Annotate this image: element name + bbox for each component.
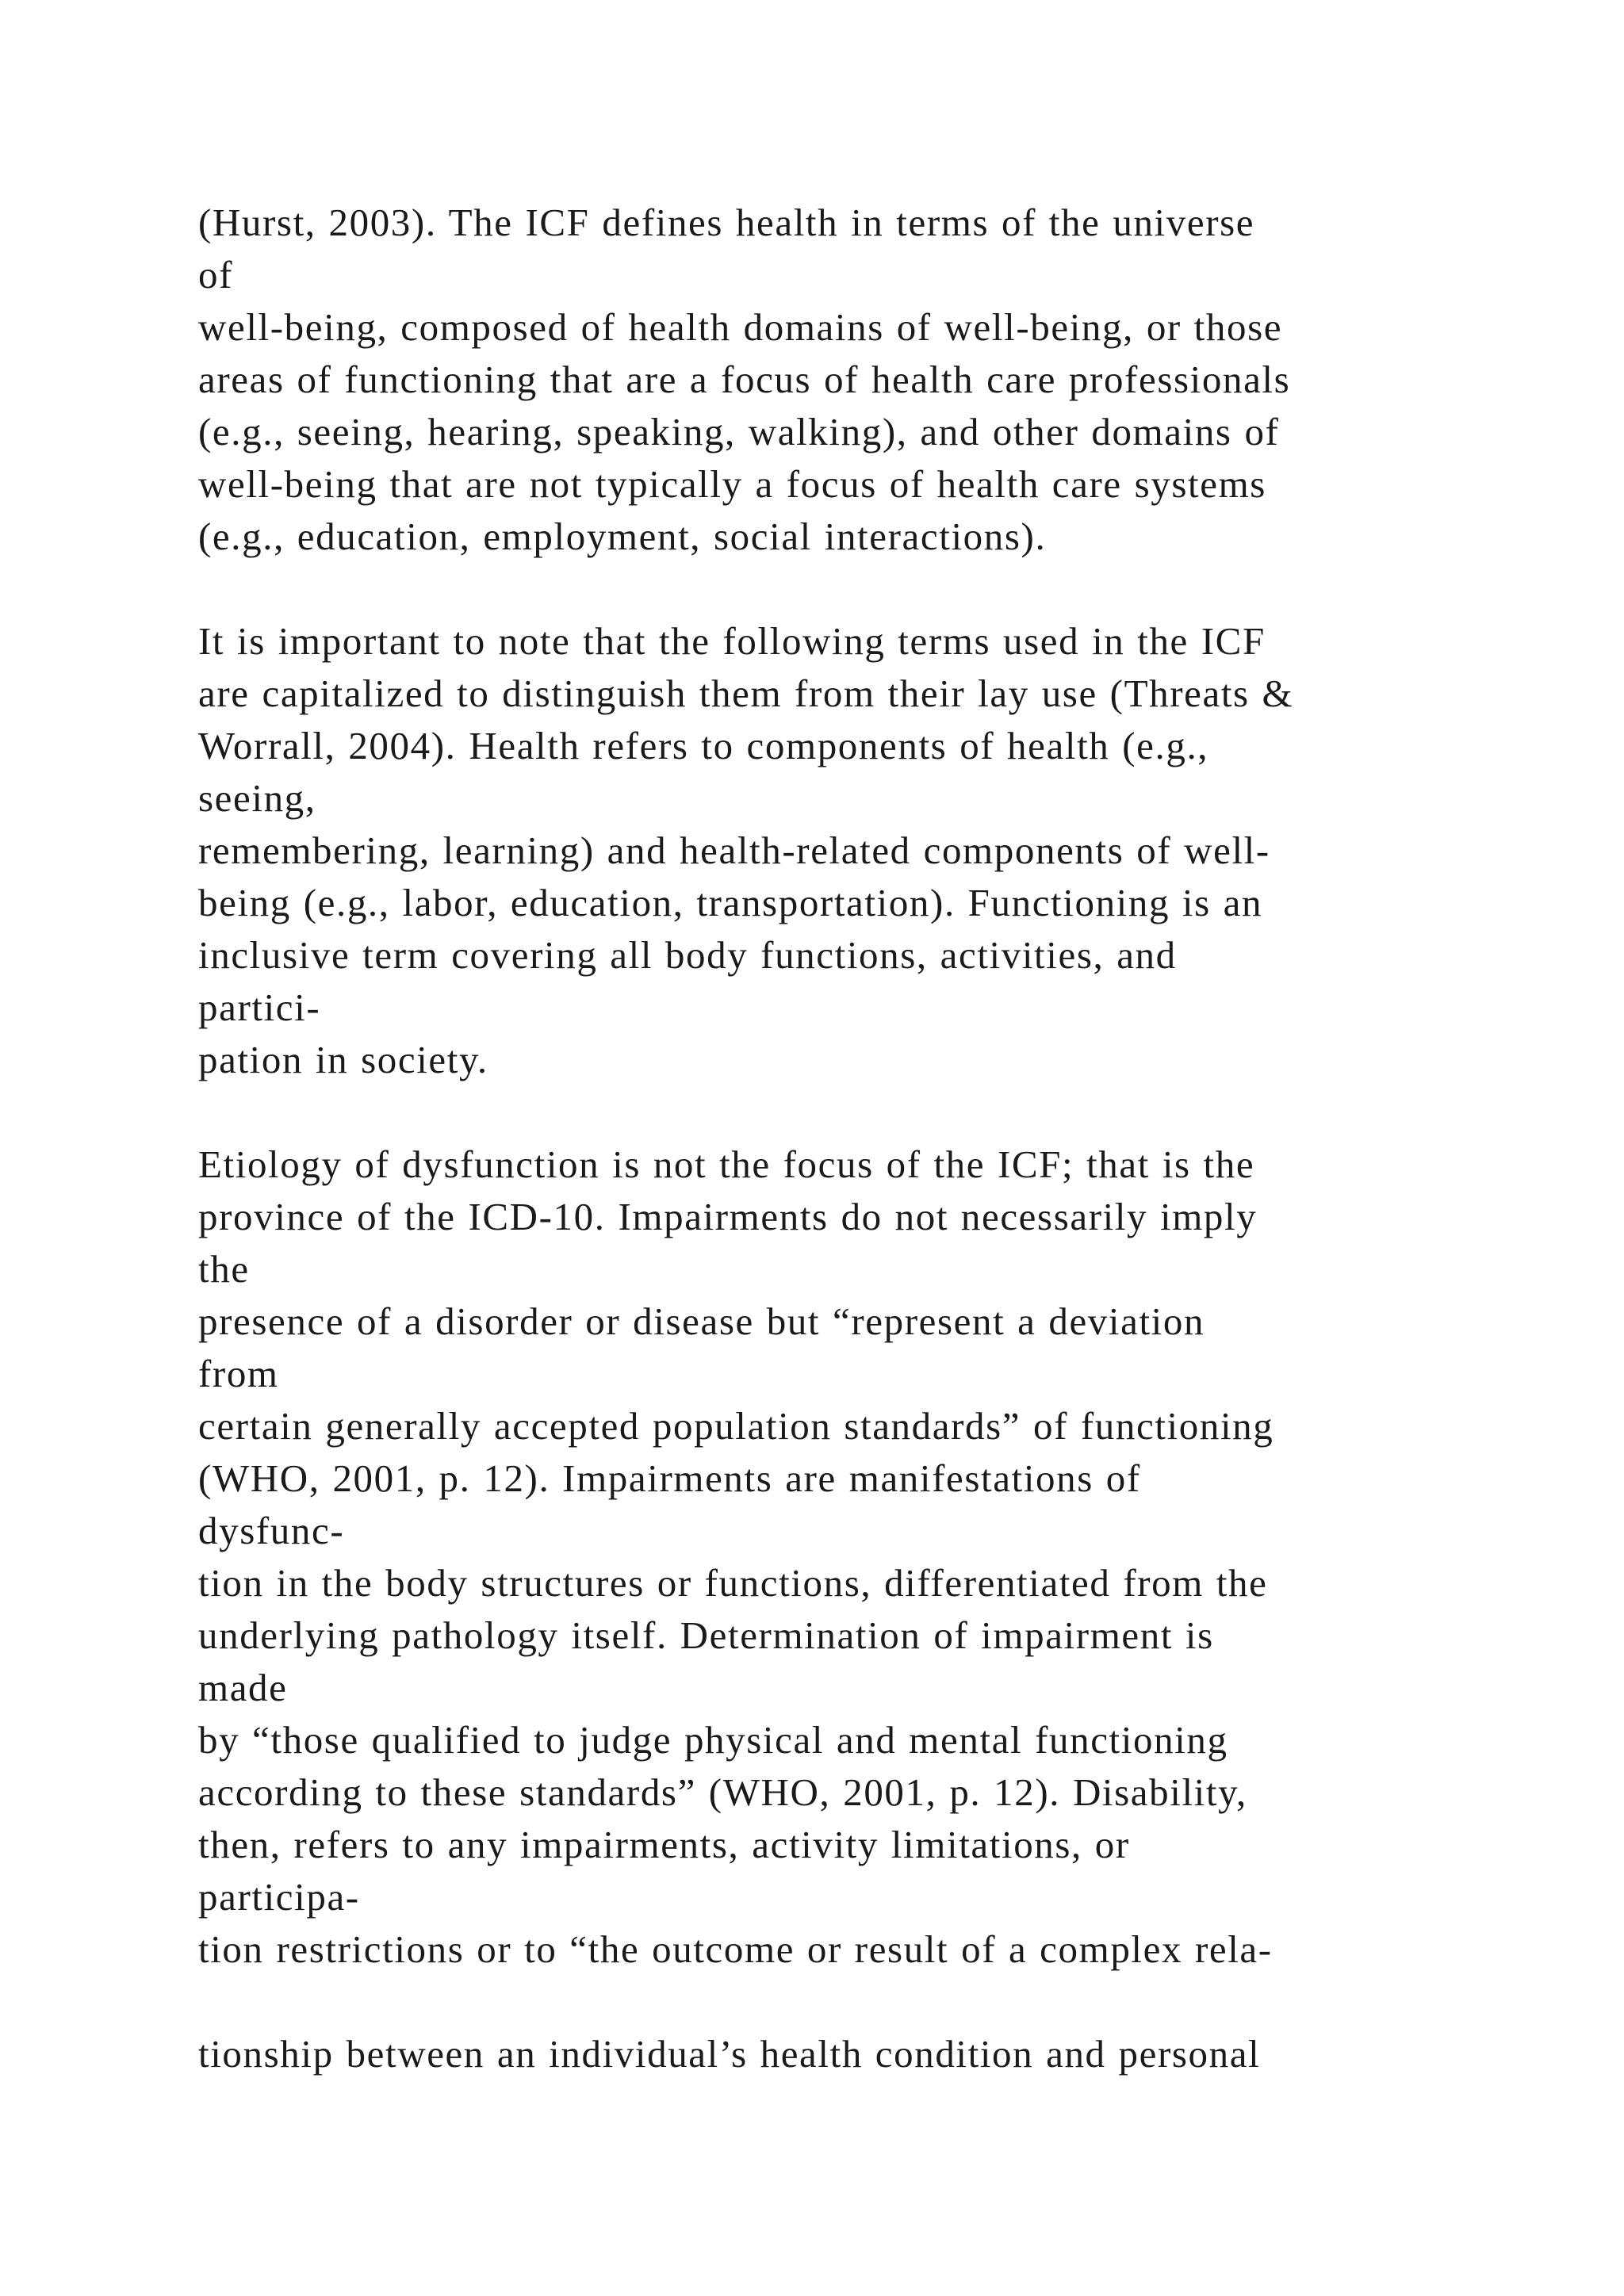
text-line: participa- (198, 1875, 360, 1919)
text-line: (Hurst, 2003). The ICF defines health in terms of the universe (198, 201, 1255, 244)
text-line: (e.g., seeing, hearing, speaking, walking), and other domains of (198, 410, 1280, 453)
text-line: (e.g., education, employment, social interactions). (198, 515, 1047, 558)
text-line: areas of functioning that are a focus of health care professionals (198, 358, 1291, 401)
text-line: remembering, learning) and health-related components of well- (198, 828, 1270, 872)
text-line: made (198, 1666, 288, 1709)
text-line: Etiology of dysfunction is not the focus of the ICF; that is the (198, 1142, 1255, 1186)
text-line: the (198, 1247, 250, 1291)
text-line: being (e.g., labor, education, transportation). Functioning is an (198, 881, 1263, 924)
text-line: underlying pathology itself. Determination of impairment is (198, 1613, 1214, 1657)
text-line: province of the ICD-10. Impairments do not necessarily imply (198, 1195, 1258, 1238)
text-line: partici- (198, 985, 321, 1029)
text-line: tion in the body structures or functions, differentiated from the (198, 1561, 1268, 1605)
text-line: then, refers to any impairments, activity limitations, or (198, 1823, 1130, 1866)
text-line: well-being, composed of health domains of well-being, or those (198, 305, 1283, 349)
text-line: by “those qualified to judge physical and mental functioning (198, 1718, 1228, 1762)
text-line: pation in society. (198, 1038, 488, 1081)
text-line: tion restrictions or to “the outcome or result of a complex rela- (198, 1927, 1273, 1971)
text-line: It is important to note that the following terms used in the ICF (198, 619, 1266, 663)
document-page (198, 197, 1618, 2080)
text-line: (WHO, 2001, p. 12). Impairments are manifestations of (198, 1456, 1141, 1500)
text-line: tionship between an individual’s health condition and personal (198, 2032, 1261, 2076)
text-line: seeing, (198, 776, 316, 820)
text-line: well-being that are not typically a focus of health care systems (198, 462, 1266, 506)
text-line: from (198, 1352, 279, 1395)
text-line: certain generally accepted population standards” of functioning (198, 1404, 1274, 1448)
text-line: according to these standards” (WHO, 2001, p. 12). Disability, (198, 1770, 1247, 1814)
text-line: Worrall, 2004). Health refers to components of health (e.g., (198, 724, 1209, 767)
blank-line (198, 563, 1618, 615)
text-line: are capitalized to distinguish them from their lay use (Threats & (198, 672, 1294, 715)
blank-line (198, 1086, 1618, 1138)
blank-line (198, 1976, 1618, 2028)
text-line: dysfunc- (198, 1509, 345, 1552)
text-line: of (198, 253, 234, 297)
text-line: inclusive term covering all body functions, activities, and (198, 933, 1177, 977)
text-line: presence of a disorder or disease but “represent a deviation (198, 1299, 1205, 1343)
